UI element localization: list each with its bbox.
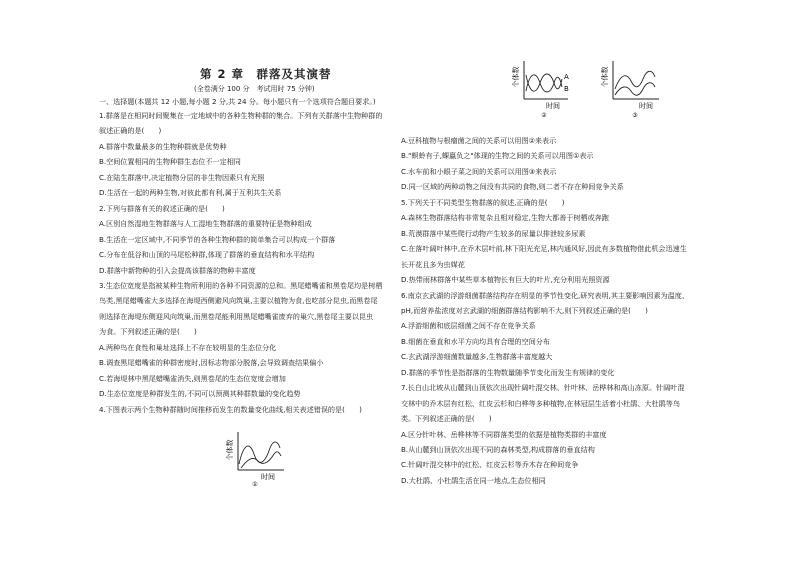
graph-1-y-label: 个体数: [226, 439, 234, 461]
graph-2-y-label: 个体数: [512, 66, 520, 88]
question-line: 5.下列关于不同类型生物群落的叙述,正确的是( ): [401, 197, 565, 207]
chapter-title: 第 2 章 群落及其演替: [200, 67, 332, 81]
question-line: A.豆科植物与根瘤菌之间的关系可以用图②来表示: [401, 136, 557, 145]
graph-2-caption: ②: [541, 112, 547, 117]
exam-subtitle: (全卷满分 100 分 考试用时 75 分钟): [194, 85, 315, 93]
graph-1: [222, 426, 292, 486]
question-line: 交林中的乔木层有红松、红皮云杉和白桦等多种植物,在林冠层生活着小杜鹃、大杜鹃等鸟: [401, 398, 680, 408]
graph-3-y-label: 个体数: [601, 66, 609, 88]
question-line: 2.下列与群落有关的叙述正确的是( ): [99, 203, 225, 213]
question-line: A.区分针叶林、岳桦林等不同群落类型的依据是植物类群的丰富度: [401, 429, 607, 439]
question-line: 7.长白山北坡从山麓到山顶依次出现针阔叶混交林、针叶林、岳桦林和高山冻原。针阔叶混: [401, 383, 685, 393]
question-line: B.从山麓到山顶依次出现不同的森林类型,构成群落的垂直结构: [401, 445, 595, 454]
question-line: B."螟蛉有子,蜾蠃负之"体现的生物之间的关系可以用图①表示: [401, 151, 594, 161]
question-line: B.生活在一定区域中,不同季节的各种生物种群的简单集合可以构成一个群落: [99, 234, 336, 244]
question-line: 1.群落是在相同时间聚集在一定地域中的各种生物种群的集合。下列有关群落中生物种群的: [99, 111, 383, 120]
question-line: D.同一区域的两种动物之间没有共同的食物,则二者不存在种间竞争关系: [401, 182, 624, 192]
section-heading: 一、选择题(本题共 12 小题,每小题 2 分,共 24 分。每小题只有一个选项符合题目要求。): [99, 97, 376, 106]
question-line: C.水车前和小眼子菜之间的关系可以用图③来表示: [401, 166, 557, 176]
graph-3-x-label: 时间: [639, 102, 653, 110]
question-line: C.在落叶阔叶林中,在乔木层叶前,林下阳光充足,林内通风好,因此有多数植物借此机会迅速生: [401, 244, 687, 254]
question-line: A.浮游细菌和底层细菌之间不存在竞争关系: [401, 321, 536, 331]
question-line: C.若海堤林中黑尾蜡嘴雀消失,则黑卷尾的生态位宽度会增加: [99, 373, 286, 383]
graph-3: [597, 55, 669, 117]
question-line: B.空间位置相同的生物种群生态位不一定相同: [99, 157, 241, 167]
question-line: D.热带雨林群落中某些草本植物长有巨大的叶片,充分利用光照资源: [401, 275, 610, 285]
question-line: A.两种鸟在食性和巢址选择上不存在较明显的生态位分化: [99, 342, 277, 352]
question-line: D.生活在一起的两种生物,对彼此都有利,属于互利共生关系: [99, 188, 282, 198]
question-line: 长开花且多为虫媒花: [401, 259, 465, 269]
question-line: 类。下列叙述正确的是( ): [401, 414, 492, 424]
question-line: D.大杜鹃、小杜鹃生活在同一地点,生态位相同: [401, 475, 546, 485]
question-line: D.生态位宽度是种群发生的,不同可以预测其种群数量的变化趋势: [99, 389, 301, 399]
graph-2-x-label: 时间: [546, 102, 560, 110]
graph-2: [508, 55, 578, 117]
question-line: B.细菌在垂直和水平方向均具有合理的空间分布: [401, 336, 550, 346]
graph-1-x-label: 时间: [261, 473, 275, 481]
question-line: pH,而营养盐浓度对玄武湖的细菌群落结构影响不大,则下列叙述正确的是( ): [401, 305, 648, 315]
question-line: 6.南京玄武湖的浮游细菌群落结构存在明显的季节性变化,研究表明,其主要影响因素为温度、: [401, 290, 689, 300]
question-line: C.在陆生群落中,决定植物分层的非生物因素只有光照: [99, 172, 265, 182]
question-line: D.群落中新物种的引入会提高该群落的物种丰富度: [99, 265, 256, 275]
graph-2-label-a: A: [564, 73, 569, 81]
graph-2-label-b: B: [564, 85, 569, 93]
question-line: 3.生态位宽度是指被某种生物所利用的各种不同资源的总和。黑尾蜡嘴雀和黑卷尾均是树栖: [99, 280, 383, 290]
question-line: C.玄武湖浮游细菌数量越多,生物群落丰富度越大: [401, 352, 553, 362]
question-line: B.荒漠群落中某些爬行动物产生较多的尿量以排泄较多尿素: [401, 228, 586, 238]
question-line: B.调查黑尾蜡嘴雀的种群密度时,因标志物部分脱落,会导致调查结果偏小: [99, 358, 324, 368]
question-line: 4.下图表示两个生物种群随时间推移而发生的数量变化曲线,相关表述错误的是( ): [99, 404, 362, 414]
question-line: A.森林生物群落结构非常复杂且相对稳定,生物大都善于树栖或奔跑: [401, 213, 609, 223]
question-line: 鸟类,黑尾蜡嘴雀大多选择在海堤西侧避风向筑巢,主要以植物为食,也吃部分昆虫,而黑卷尾: [99, 296, 378, 306]
question-line: D.群落的季节性是指群落的生物数量随季节变化而发生有规律的变化: [401, 367, 615, 377]
question-line: A.区别自然湿地生物群落与人工湿地生物群落的重要特征是物种组成: [99, 219, 312, 229]
question-line: C.分布在低谷和山顶的马尾松种群,体现了群落的垂直结构和水平结构: [99, 250, 315, 260]
graph-3-caption: ③: [632, 112, 638, 117]
question-line: 则选择在海堤东侧迎风向筑巢,而黑卷尾能利用黑尾蜡嘴雀废弃的巢穴,黑卷尾主要以昆虫: [99, 311, 374, 321]
question-line: C.针阔叶混交林中的红松、红皮云杉等乔木存在种间竞争: [401, 460, 579, 470]
question-line: A.群落中数量最多的生物种群就是优势种: [99, 141, 227, 151]
question-line: 叙述正确的是( ): [99, 126, 162, 136]
graph-1-caption: ①: [252, 481, 258, 486]
question-line: 为食。下列叙述正确的是( ): [99, 327, 197, 337]
